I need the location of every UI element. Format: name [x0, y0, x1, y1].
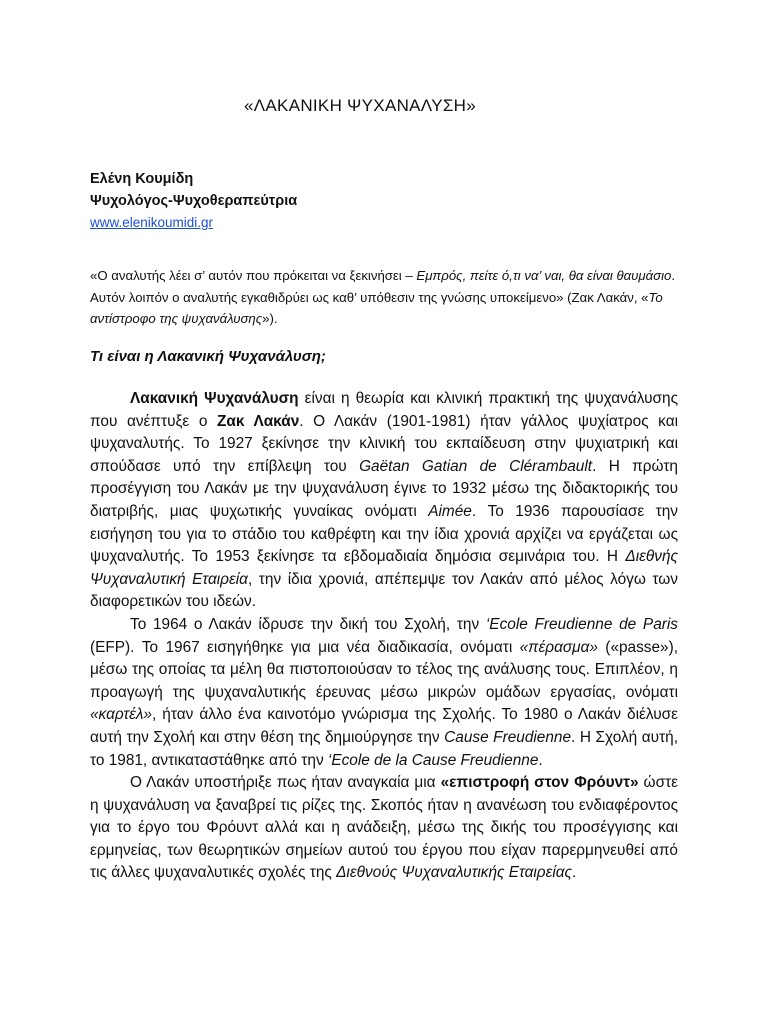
section-heading: Τι είναι η Λακανική Ψυχανάλυση; — [90, 348, 326, 365]
italic-term: Gaëtan Gatian de Clérambault — [359, 457, 593, 475]
author-role: Ψυχολόγος-Ψυχοθεραπεύτρια — [90, 193, 298, 209]
author-website-link[interactable]: www.elenikoumidi.gr — [90, 215, 214, 230]
text-run: . Ο Λακάν (1901-1981) ήταν γάλλος ψυχίατρος και ψυχαναλυτής. Το 1927 ξεκίνησε την κλινική του εκπαίδευση στην ψυχιατρική και σπούδασε υπό την επίβλεψη του — [90, 412, 679, 475]
bold-term: Λακανική Ψυχανάλυση — [130, 390, 299, 407]
italic-term: Cause Freudienne — [444, 728, 572, 746]
text-run: . — [538, 751, 543, 769]
paragraph-3 — [90, 772, 678, 885]
author-block — [90, 168, 297, 234]
italic-term: «πέρασμα» — [519, 638, 598, 656]
paragraph-1 — [90, 388, 678, 614]
quote-text: «Ο αναλυτής λέει σ’ αυτόν που πρόκειται να ξεκινήσει – — [90, 268, 417, 283]
text-run: είναι η θεωρία και κλινική πρακτική της ψυχανάλυσης που ανέπτυξε ο — [90, 390, 678, 430]
quote-source-title: Το αντίστροφο της ψυχανάλυσης — [90, 289, 663, 326]
author-name: Ελένη Κουμίδη — [90, 171, 194, 187]
paragraph-2 — [90, 614, 678, 772]
text-run: . Η Σχολή αυτή, το 1981, αντικαταστάθηκε από την — [90, 728, 678, 769]
quote-text: »). — [262, 311, 278, 326]
quote-italic: Εμπρός, πείτε ό,τι να’ ναι, θα είναι θαυμάσιο — [416, 268, 672, 283]
text-run: Το 1964 ο Λακάν ίδρυσε την δική του Σχολή, την — [130, 615, 486, 633]
body-text — [90, 388, 678, 885]
text-run: . Το 1936 παρουσίασε την εισήγηση του για το στάδιο του καθρέφτη και την ίδια χρονιά αρχίζει να εργάζεται ως ψυχαναλυτής. Το 1953 ξεκίνησε τα εβδομαδιαία δημόσια σεμινάρια του. Η — [90, 502, 678, 566]
italic-term: ‘Ecole de la Cause Freudienne — [327, 751, 539, 769]
italic-term: «καρτέλ» — [90, 706, 152, 724]
italic-term: ‘Ecole Freudienne de Paris — [485, 615, 678, 633]
italic-term: Διεθνούς Ψυχαναλυτικής Εταιρείας — [336, 864, 573, 882]
bold-term: «επιστροφή στον Φρόυντ» — [440, 774, 639, 792]
text-run: («passe»), μέσω της οποίας τα μέλη θα πιστοποιούσαν το τέλος της ανάλυσης τους. Επιπλέον, η προαγωγή της ψυχαναλυτικής έρευνας μέσω μικρών ομάδων εργασίας, ονόματι — [90, 638, 678, 701]
text-run: , την ίδια χρονιά, απέπεμψε τον Λακάν από μέλος λόγω των διαφορετικών του ιδεών. — [90, 570, 678, 611]
text-run: ώστε η ψυχανάλυση να ξαναβρεί τις ρίζες της. Σκοπός ήταν η ανανέωση του ενδιαφέροντος για το έργο του Φρόυντ αλλά και η ανάδειξη, μέσω της δικής του προσέγγισης και ερμηνείας, των θεωρητικών σημείων αυτού του έργου που είχαν παρερμηνευθεί από τις άλλες ψυχαναλυτικές σχολές της — [90, 774, 679, 882]
text-run: . — [572, 864, 577, 882]
text-run: , ήταν άλλο ένα καινοτόμο γνώρισμα της Σχολής. Το 1980 ο Λακάν διέλυσε αυτή την Σχολή και στην θέση της δημιούργησε την — [90, 706, 678, 746]
italic-term: Διεθνής Ψυχαναλυτική Εταιρεία — [90, 548, 678, 588]
italic-term: Aimée — [428, 502, 472, 520]
epigraph-quote — [90, 265, 678, 330]
bold-term: Ζακ Λακάν — [217, 412, 300, 430]
text-run: Ο Λακάν υποστήριξε πως ήταν αναγκαία μια — [130, 774, 441, 792]
text-run: . Η πρώτη προσέγγιση του Λακάν με την ψυχανάλυση έγινε το 1932 μέσω της διδακτορικής του διατριβής, μιας ψυχωτικής γυναίκας ονόματι — [90, 457, 678, 520]
quote-text: . Αυτόν λοιπόν ο αναλυτής εγκαθιδρύει ως καθ’ υπόθεσιν της γνώσης υποκείμενο» (Ζακ Λακάν, « — [90, 268, 676, 305]
text-run: (EFP). Το 1967 εισηγήθηκε για μια νέα διαδικασία, ονόματι — [90, 638, 520, 656]
document-title: «ΛΑΚΑΝΙΚΗ ΨΥΧΑΝΑΛΥΣΗ» — [244, 96, 476, 115]
